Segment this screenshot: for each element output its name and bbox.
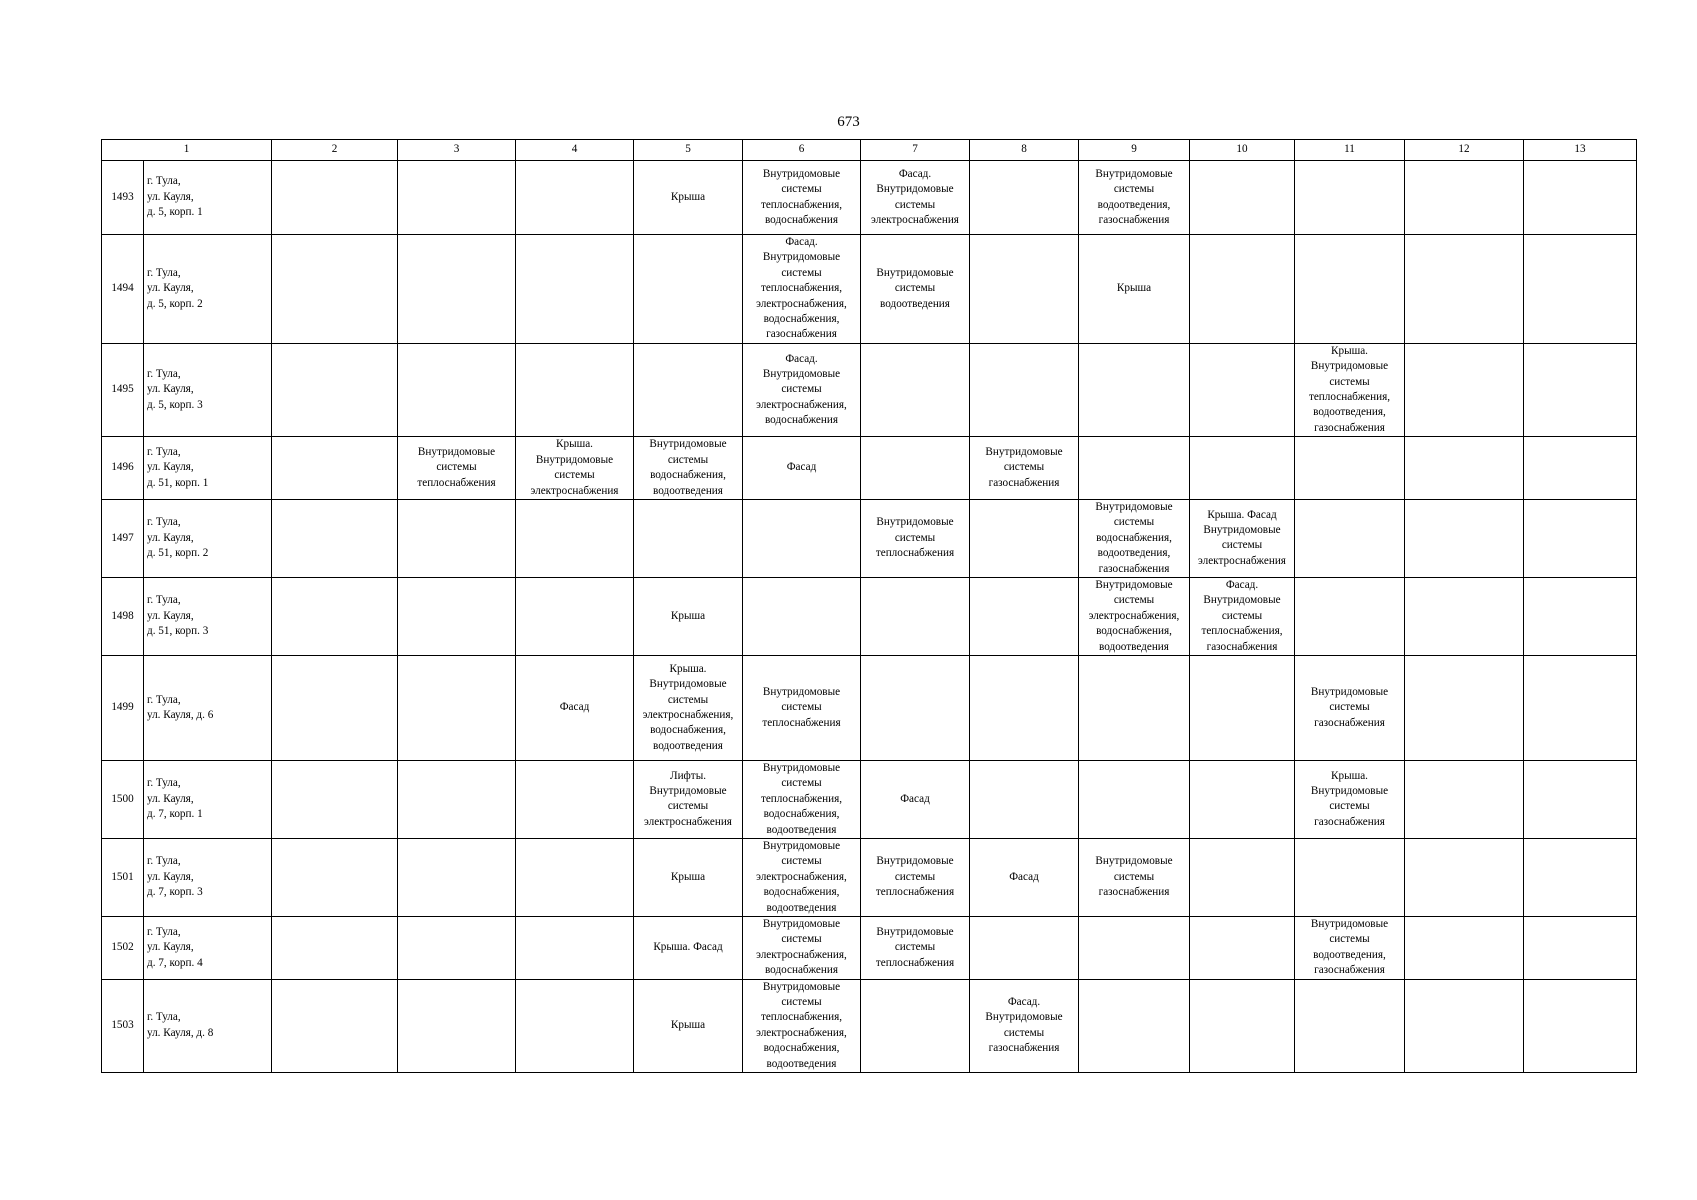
table-cell-col-9 (1079, 979, 1190, 1072)
table-row (102, 343, 1637, 436)
table-cell-col-3 (398, 343, 516, 436)
table-cell-col-8 (970, 655, 1079, 760)
table-cell-col-10 (1190, 235, 1295, 344)
table-cell-col-7: Внутридомовые системы теплоснабжения (861, 839, 970, 917)
table-cell-col-3: Внутридомовые системы теплоснабжения (398, 437, 516, 500)
table-cell-col-10: Крыша. Фасад Внутридомовые системы электроснабжения (1190, 499, 1295, 577)
table-cell-col-11 (1295, 577, 1405, 655)
column-header-2: 2 (272, 140, 398, 161)
column-header-5: 5 (634, 140, 743, 161)
table-cell-col-2 (272, 655, 398, 760)
row-number: 1501 (102, 839, 144, 917)
row-number: 1500 (102, 760, 144, 838)
table-row (102, 437, 1637, 500)
table-cell-col-7: Фасад. Внутридомовые системы электроснабжения (861, 161, 970, 235)
row-address: г. Тула, ул. Кауля, д. 51, корп. 2 (144, 499, 272, 577)
table-cell-col-12 (1405, 437, 1524, 500)
table-cell-col-5: Крыша. Внутридомовые системы электроснабжения, водоснабжения, водоотведения (634, 655, 743, 760)
row-number: 1494 (102, 235, 144, 344)
table-cell-col-3 (398, 839, 516, 917)
table-cell-col-4 (516, 760, 634, 838)
table-cell-col-8 (970, 499, 1079, 577)
row-number: 1495 (102, 343, 144, 436)
table-cell-col-13 (1524, 655, 1637, 760)
page-number: 673 (837, 114, 860, 130)
row-address: г. Тула, ул. Кауля, д. 5, корп. 3 (144, 343, 272, 436)
table-cell-col-13 (1524, 979, 1637, 1072)
table-cell-col-3 (398, 161, 516, 235)
table-cell-col-5 (634, 235, 743, 344)
table-row (102, 655, 1637, 760)
table-cell-col-8 (970, 343, 1079, 436)
table-cell-col-5: Крыша (634, 577, 743, 655)
table-cell-col-6: Внутридомовые системы теплоснабжения, водоснабжения, водоотведения (743, 760, 861, 838)
table-cell-col-2 (272, 577, 398, 655)
table-cell-col-4: Фасад (516, 655, 634, 760)
table-cell-col-11 (1295, 437, 1405, 500)
table-cell-col-13 (1524, 577, 1637, 655)
table-cell-col-6 (743, 577, 861, 655)
column-header-7: 7 (861, 140, 970, 161)
row-address: г. Тула, ул. Кауля, д. 8 (144, 979, 272, 1072)
table-cell-col-11: Внутридомовые системы водоотведения, газоснабжения (1295, 917, 1405, 980)
table-cell-col-7 (861, 343, 970, 436)
table-cell-col-6: Внутридомовые системы теплоснабжения (743, 655, 861, 760)
table-cell-col-9: Внутридомовые системы водоотведения, газоснабжения (1079, 161, 1190, 235)
table-cell-col-4: Крыша. Внутридомовые системы электроснабжения (516, 437, 634, 500)
row-address: г. Тула, ул. Кауля, д. 51, корп. 3 (144, 577, 272, 655)
table-cell-col-7 (861, 437, 970, 500)
table-cell-col-8 (970, 577, 1079, 655)
table-cell-col-2 (272, 839, 398, 917)
table-cell-col-4 (516, 979, 634, 1072)
column-header-10: 10 (1190, 140, 1295, 161)
table-cell-col-3 (398, 917, 516, 980)
table-cell-col-6: Внутридомовые системы электроснабжения, водоснабжения, водоотведения (743, 839, 861, 917)
table-cell-col-12 (1405, 760, 1524, 838)
table-cell-col-8 (970, 760, 1079, 838)
column-header-8: 8 (970, 140, 1079, 161)
row-number: 1497 (102, 499, 144, 577)
table-cell-col-2 (272, 917, 398, 980)
table-cell-col-9 (1079, 917, 1190, 980)
table-cell-col-2 (272, 343, 398, 436)
table-cell-col-9 (1079, 343, 1190, 436)
table-cell-col-12 (1405, 161, 1524, 235)
table-cell-col-4 (516, 839, 634, 917)
table-cell-col-11 (1295, 161, 1405, 235)
table-cell-col-7: Внутридомовые системы теплоснабжения (861, 499, 970, 577)
table-cell-col-11: Крыша. Внутридомовые системы теплоснабжения, водоотведения, газоснабжения (1295, 343, 1405, 436)
row-number: 1503 (102, 979, 144, 1072)
table-row (102, 235, 1637, 344)
table-cell-col-8 (970, 917, 1079, 980)
table-cell-col-4 (516, 235, 634, 344)
row-number: 1493 (102, 161, 144, 235)
table-cell-col-9: Крыша (1079, 235, 1190, 344)
table-cell-col-3 (398, 577, 516, 655)
column-header-11: 11 (1295, 140, 1405, 161)
table-cell-col-13 (1524, 839, 1637, 917)
table-cell-col-9 (1079, 655, 1190, 760)
row-number: 1502 (102, 917, 144, 980)
column-header-1: 1 (102, 140, 272, 161)
table-cell-col-3 (398, 979, 516, 1072)
table-cell-col-12 (1405, 499, 1524, 577)
table-cell-col-12 (1405, 917, 1524, 980)
table-cell-col-3 (398, 235, 516, 344)
row-number: 1498 (102, 577, 144, 655)
table-cell-col-9: Внутридомовые системы газоснабжения (1079, 839, 1190, 917)
column-header-12: 12 (1405, 140, 1524, 161)
table-cell-col-13 (1524, 343, 1637, 436)
row-address: г. Тула, ул. Кауля, д. 7, корп. 4 (144, 917, 272, 980)
table-cell-col-11 (1295, 235, 1405, 344)
table-cell-col-11 (1295, 839, 1405, 917)
table-cell-col-13 (1524, 499, 1637, 577)
table-cell-col-5: Лифты. Внутридомовые системы электроснабжения (634, 760, 743, 838)
table-cell-col-2 (272, 979, 398, 1072)
table-cell-col-4 (516, 161, 634, 235)
table-row (102, 979, 1637, 1072)
table-cell-col-6 (743, 499, 861, 577)
header-row (102, 140, 1637, 161)
table-cell-col-2 (272, 437, 398, 500)
table-cell-col-10 (1190, 839, 1295, 917)
table-row (102, 577, 1637, 655)
table-cell-col-6: Фасад. Внутридомовые системы электроснабжения, водоснабжения (743, 343, 861, 436)
table-cell-col-7 (861, 979, 970, 1072)
column-header-6: 6 (743, 140, 861, 161)
table-cell-col-10: Фасад. Внутридомовые системы теплоснабжения, газоснабжения (1190, 577, 1295, 655)
table-cell-col-5: Крыша (634, 839, 743, 917)
table-cell-col-11 (1295, 979, 1405, 1072)
table-cell-col-9 (1079, 760, 1190, 838)
table-cell-col-6: Фасад (743, 437, 861, 500)
table-cell-col-12 (1405, 839, 1524, 917)
table-cell-col-8: Внутридомовые системы газоснабжения (970, 437, 1079, 500)
table-cell-col-2 (272, 760, 398, 838)
table-cell-col-6: Внутридомовые системы теплоснабжения, водоснабжения (743, 161, 861, 235)
table-cell-col-12 (1405, 235, 1524, 344)
table-cell-col-13 (1524, 437, 1637, 500)
table-cell-col-6: Фасад. Внутридомовые системы теплоснабжения, электроснабжения, водоснабжения, газоснабжения (743, 235, 861, 344)
table-cell-col-9: Внутридомовые системы водоснабжения, водоотведения, газоснабжения (1079, 499, 1190, 577)
table-cell-col-4 (516, 499, 634, 577)
table-cell-col-13 (1524, 760, 1637, 838)
column-header-9: 9 (1079, 140, 1190, 161)
table-cell-col-5: Крыша. Фасад (634, 917, 743, 980)
table-cell-col-3 (398, 499, 516, 577)
table-cell-col-5 (634, 499, 743, 577)
table-cell-col-12 (1405, 655, 1524, 760)
row-address: г. Тула, ул. Кауля, д. 6 (144, 655, 272, 760)
row-address: г. Тула, ул. Кауля, д. 7, корп. 3 (144, 839, 272, 917)
table-cell-col-2 (272, 235, 398, 344)
table-cell-col-4 (516, 577, 634, 655)
column-header-3: 3 (398, 140, 516, 161)
row-address: г. Тула, ул. Кауля, д. 7, корп. 1 (144, 760, 272, 838)
table-cell-col-6: Внутридомовые системы электроснабжения, водоснабжения (743, 917, 861, 980)
table-cell-col-10 (1190, 343, 1295, 436)
table-cell-col-7: Фасад (861, 760, 970, 838)
table-cell-col-5 (634, 343, 743, 436)
row-number: 1499 (102, 655, 144, 760)
table-cell-col-10 (1190, 161, 1295, 235)
table-cell-col-13 (1524, 161, 1637, 235)
table-cell-col-10 (1190, 760, 1295, 838)
table-cell-col-4 (516, 917, 634, 980)
row-address: г. Тула, ул. Кауля, д. 5, корп. 2 (144, 235, 272, 344)
row-address: г. Тула, ул. Кауля, д. 51, корп. 1 (144, 437, 272, 500)
table-cell-col-13 (1524, 917, 1637, 980)
table-cell-col-12 (1405, 577, 1524, 655)
table-row (102, 499, 1637, 577)
table-cell-col-9 (1079, 437, 1190, 500)
repair-schedule-table (101, 139, 1637, 1073)
table-cell-col-13 (1524, 235, 1637, 344)
table-cell-col-11: Крыша. Внутридомовые системы газоснабжения (1295, 760, 1405, 838)
table-cell-col-5: Крыша (634, 979, 743, 1072)
table-cell-col-6: Внутридомовые системы теплоснабжения, электроснабжения, водоснабжения, водоотведения (743, 979, 861, 1072)
table-cell-col-2 (272, 499, 398, 577)
row-address: г. Тула, ул. Кауля, д. 5, корп. 1 (144, 161, 272, 235)
table-cell-col-2 (272, 161, 398, 235)
table-cell-col-8 (970, 161, 1079, 235)
table-cell-col-3 (398, 760, 516, 838)
table-cell-col-7: Внутридомовые системы теплоснабжения (861, 917, 970, 980)
table-cell-col-4 (516, 343, 634, 436)
table-cell-col-10 (1190, 437, 1295, 500)
table-cell-col-8: Фасад (970, 839, 1079, 917)
table-cell-col-8: Фасад. Внутридомовые системы газоснабжения (970, 979, 1079, 1072)
row-number: 1496 (102, 437, 144, 500)
table-cell-col-11 (1295, 499, 1405, 577)
table-row (102, 760, 1637, 838)
table-cell-col-12 (1405, 979, 1524, 1072)
table-row (102, 161, 1637, 235)
table-cell-col-8 (970, 235, 1079, 344)
table-row (102, 839, 1637, 917)
table-cell-col-5: Внутридомовые системы водоснабжения, водоотведения (634, 437, 743, 500)
table-cell-col-12 (1405, 343, 1524, 436)
table-cell-col-9: Внутридомовые системы электроснабжения, водоснабжения, водоотведения (1079, 577, 1190, 655)
table-row (102, 917, 1637, 980)
table-cell-col-7: Внутридомовые системы водоотведения (861, 235, 970, 344)
table-cell-col-10 (1190, 655, 1295, 760)
table-cell-col-7 (861, 655, 970, 760)
table-cell-col-10 (1190, 979, 1295, 1072)
column-header-13: 13 (1524, 140, 1637, 161)
table-cell-col-3 (398, 655, 516, 760)
table-cell-col-10 (1190, 917, 1295, 980)
table-cell-col-7 (861, 577, 970, 655)
column-header-4: 4 (516, 140, 634, 161)
table-cell-col-5: Крыша (634, 161, 743, 235)
table-cell-col-11: Внутридомовые системы газоснабжения (1295, 655, 1405, 760)
